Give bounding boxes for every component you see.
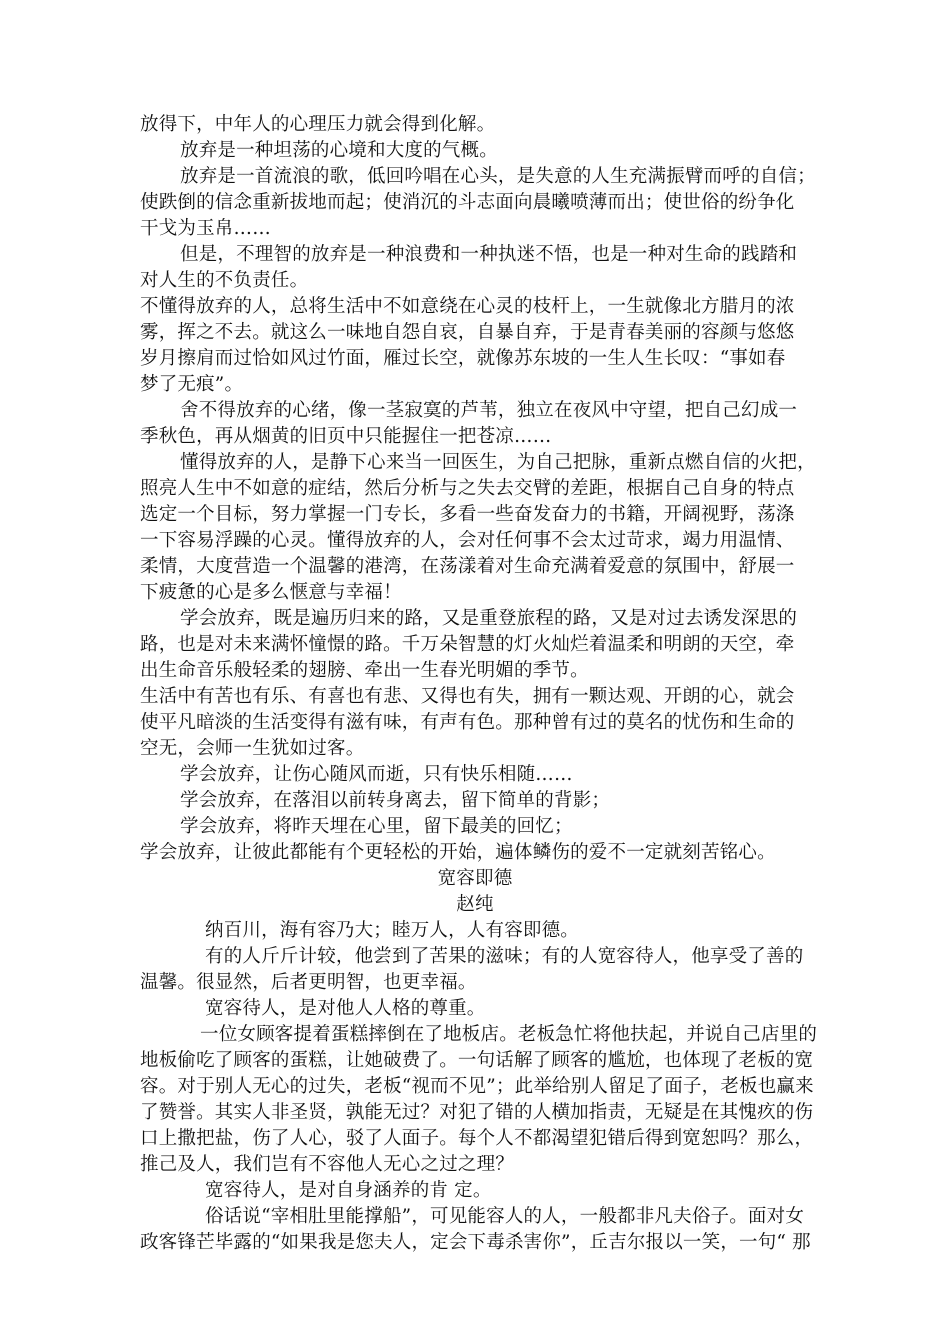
text-line: 生活中有苦也有乐、有喜也有悲、又得也有失，拥有一颗达观、开朗的心，就会: [140, 686, 795, 707]
text-line: 空无，会师一生犹如过客。: [140, 738, 365, 759]
text-line: 对人生的不负责任。: [140, 270, 309, 291]
text-line: 放弃是一种坦荡的心境和大度的气概。: [180, 140, 498, 161]
text-line: 不懂得放弃的人，总将生活中不如意绕在心灵的枝杆上，一生就像北方腊月的浓: [140, 296, 795, 317]
text-line: 季秋色，再从烟黄的旧页中只能握住一把苍凉……: [140, 426, 552, 447]
article-author: 赵纯: [456, 894, 494, 915]
text-line: 岁月擦肩而过恰如风过竹面，雁过长空，就像苏东坡的一生人生长叹：“事如春: [140, 348, 786, 369]
text-line: 了赞誉。其实人非圣贤，孰能无过？对犯了错的人横加指责，无疑是在其愧疚的伤: [140, 1102, 814, 1123]
text-line: 有的人斤斤计较，他尝到了苦果的滋味；有的人宽容待人，他享受了善的: [205, 946, 804, 967]
text-line: 地板偷吃了顾客的蛋糕，让她破费了。一句话解了顾客的尴尬，也体现了老板的宽: [140, 1050, 814, 1071]
text-line: 学会放弃，让彼此都能有个更轻松的开始，遍体鳞伤的爱不一定就刻苦铭心。: [140, 842, 776, 863]
text-line: 但是，不理智的放弃是一种浪费和一种执迷不悟，也是一种对生命的践踏和: [180, 244, 798, 265]
article-title: 宽容即德: [437, 868, 513, 889]
text-line: 学会放弃，将昨天埋在心里，留下最美的回忆；: [180, 816, 573, 837]
text-line: 出生命音乐般轻柔的翅膀、牵出一生春光明媚的季节。: [140, 660, 589, 681]
text-line: 宽容待人，是对他人人格的尊重。: [205, 998, 486, 1019]
text-line: 俗话说“宰相肚里能撑船”，可见能容人的人，一般都非凡夫俗子。面对女: [205, 1206, 805, 1227]
text-line: 舍不得放弃的心绪，像一茎寂寞的芦苇，独立在夜风中守望，把自己幻成一: [180, 400, 798, 421]
text-line: 照亮人生中不如意的症结，然后分析与之失去交臂的差距，根据自己自身的特点: [140, 478, 795, 499]
text-line: 一位女顾客提着蛋糕摔倒在了地板店。老板急忙将他扶起，并说自己店里的: [200, 1024, 818, 1045]
text-line: 口上撒把盐，伤了人心，驳了人面子。每个人不都渴望犯错后得到宽恕吗？那么，: [140, 1128, 814, 1149]
text-line: 雾，挥之不去。就这么一味地自怨自哀，自暴自弃，于是青春美丽的容颜与悠悠: [140, 322, 795, 343]
text-line: 柔情，大度营造一个温馨的港湾，在荡漾着对生命充满着爱意的氛围中，舒展一: [140, 556, 795, 577]
text-line: 使跌倒的信念重新拔地而起；使消沉的斗志面向晨曦喷薄而出；使世俗的纷争化: [140, 192, 795, 213]
text-line: 宽容待人，是对自身涵养的肯 定。: [205, 1180, 492, 1201]
text-line: 干戈为玉帛……: [140, 218, 271, 239]
text-line: 一下容易浮躁的心灵。懂得放弃的人，会对任何事不会太过苛求，竭力用温情、: [140, 530, 795, 551]
text-line: 学会放弃，既是遍历归来的路，又是重登旅程的路，又是对过去诱发深思的: [180, 608, 798, 629]
text-line: 推己及人，我们岂有不容他人无心之过之理？: [140, 1154, 515, 1175]
text-line: 放得下，中年人的心理压力就会得到化解。: [140, 114, 496, 135]
text-line: 放弃是一首流浪的歌，低回吟唱在心头，是失意的人生充满振臂而呼的自信；: [180, 166, 816, 187]
text-line: 政客锋芒毕露的“如果我是您夫人，定会下毒杀害你”，丘吉尔报以一笑，一句“ 那: [140, 1232, 811, 1253]
text-line: 纳百川，海有容乃大；睦万人，人有容即德。: [205, 920, 580, 941]
text-line: 懂得放弃的人，是静下心来当一回医生，为自己把脉，重新点燃自信的火把，: [180, 452, 816, 473]
text-line: 选定一个目标，努力掌握一门专长，多看一些奋发奋力的书籍，开阔视野，荡涤: [140, 504, 795, 525]
text-line: 使平凡暗淡的生活变得有滋有味，有声有色。那种曾有过的莫名的忧伤和生命的: [140, 712, 795, 733]
text-line: 下疲惫的心是多么惬意与幸福！: [140, 582, 402, 603]
text-line: 学会放弃，在落泪以前转身离去，留下简单的背影；: [180, 790, 611, 811]
text-line: 路，也是对未来满怀憧憬的路。千万朵智慧的灯火灿烂着温柔和明朗的天空，牵: [140, 634, 795, 655]
text-line: 学会放弃，让伤心随风而逝，只有快乐相随……: [180, 764, 573, 785]
text-line: 梦了无痕”。: [140, 374, 244, 395]
text-line: 容。对于别人无心的过失，老板“视而不见”；此举给别人留足了面子，老板也赢来: [140, 1076, 814, 1097]
text-line: 温馨。很显然，后者更明智，也更幸福。: [140, 972, 477, 993]
